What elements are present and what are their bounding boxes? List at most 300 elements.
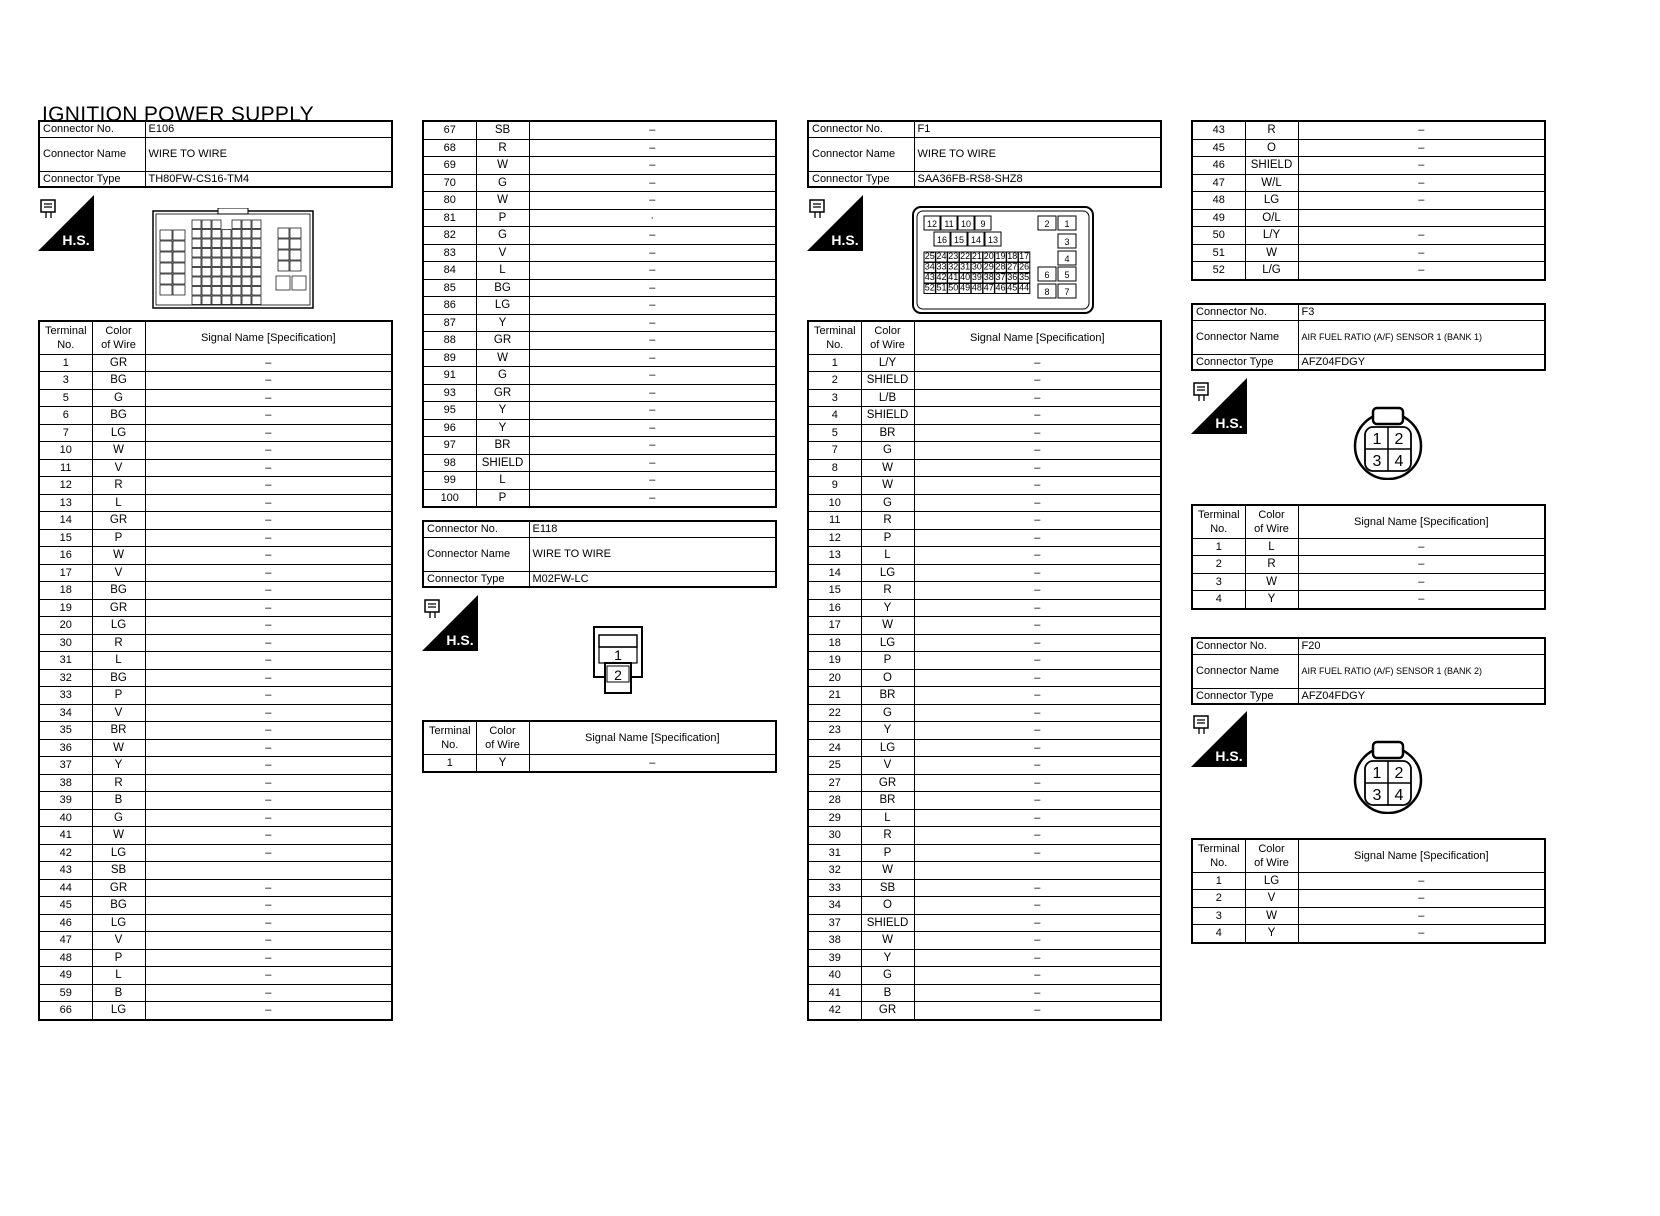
table-row [39,652,392,670]
cavity-cell [222,268,231,277]
cavity-cell [232,230,241,239]
terminal-no-cell: 33 [39,687,92,705]
wire-color-cell: V [92,564,145,582]
wire-color-cell: G [476,227,529,245]
wire-color-cell: G [861,494,914,512]
terminal-no-cell: 3 [1192,573,1245,591]
signal-name-cell: – [529,437,776,455]
terminal-table [807,320,1162,1021]
connector-f3-diagram [1350,404,1426,480]
wire-color-cell: W [92,547,145,565]
pin-label: 1 [1372,765,1382,782]
wire-color-cell: BG [92,669,145,687]
table-row [1192,872,1545,890]
wire-color-cell: V [1245,890,1298,908]
wire-color-cell: P [476,489,529,507]
signal-name-cell: – [145,424,392,442]
pin-label: 35 [1019,272,1030,282]
connector-name-value: WIRE TO WIRE [145,137,392,171]
wire-color-cell: GR [476,384,529,402]
wire-color-cell: L [476,262,529,280]
table-row [808,704,1161,722]
pin-label: 38 [983,272,994,282]
terminal-no-cell: 96 [423,419,476,437]
table-row [39,722,392,740]
table-row [423,419,776,437]
connector-type-value: AFZ04FDGY [1298,354,1545,370]
cavity-cell [252,287,261,296]
wire-color-cell: BG [92,897,145,915]
table-row [808,372,1161,390]
terminal-no-cell: 10 [39,442,92,460]
cavity-cell [222,287,231,296]
wire-color-cell: V [92,459,145,477]
wire-color-cell: O/L [1245,209,1298,227]
wire-color-cell: Y [1245,591,1298,609]
table-row [808,599,1161,617]
signal-name-cell: – [914,687,1161,705]
table-row [39,372,392,390]
signal-name-cell: – [529,279,776,297]
color-of-wire-header: Color of Wire [1245,839,1298,872]
terminal-no-cell: 49 [39,967,92,985]
cavity-cell [192,277,201,286]
pin-label: 8 [1044,287,1050,297]
cavity-cell [212,296,221,305]
table-row [423,314,776,332]
connector-name-label: Connector Name [1192,654,1298,688]
connector-f1-diagram [912,206,1094,314]
wire-color-cell: SHIELD [861,914,914,932]
cavity-cell [212,258,221,267]
cavity-cell [252,268,261,277]
wire-color-cell: B [92,792,145,810]
cavity-cell [173,230,185,240]
connector-e106-section [38,120,393,188]
connector-name-label: Connector Name [39,137,145,171]
terminal-table [38,320,393,1021]
pin-label: 37 [995,272,1006,282]
signal-name-cell: – [145,547,392,565]
wire-color-cell: W [92,827,145,845]
cavity-cell [173,241,185,251]
terminal-no-cell: 100 [423,489,476,507]
pin-label: 32 [948,261,959,272]
terminal-no-cell: 59 [39,984,92,1002]
pin-label: 33 [936,261,947,272]
signal-name-cell: – [1298,890,1545,908]
wire-color-cell: Y [861,599,914,617]
terminal-no-cell: 42 [808,1002,861,1020]
cavity-cell [290,239,301,249]
wire-color-cell: G [92,389,145,407]
signal-name-cell: – [914,529,1161,547]
signal-name-cell: – [914,879,1161,897]
wire-color-cell: V [476,244,529,262]
table-row [808,494,1161,512]
signal-name-cell: – [145,529,392,547]
terminal-no-cell: 7 [808,442,861,460]
cavity-cell [222,296,231,305]
table-row [1192,157,1545,175]
terminal-no-cell: 23 [808,722,861,740]
cavity-cell [252,277,261,286]
e106-terminal-table-wrap [38,320,393,1021]
signal-name-cell: – [529,754,776,772]
table-row [1192,538,1545,556]
signal-name-cell: – [914,634,1161,652]
terminal-no-cell: 70 [423,174,476,192]
signal-name-cell: – [1298,192,1545,210]
cavity-cell [173,263,185,273]
table-row [808,809,1161,827]
pin-label: 21 [971,251,982,261]
table-row [808,967,1161,985]
signal-name-cell: – [914,932,1161,950]
wire-color-cell: SHIELD [861,372,914,390]
wire-color-cell: R [92,477,145,495]
terminal-no-cell: 95 [423,402,476,420]
table-row [808,424,1161,442]
pin-label: 9 [980,219,986,229]
wire-color-cell: GR [476,332,529,350]
terminal-no-cell: 31 [39,652,92,670]
connector-no-label: Connector No. [1192,304,1298,320]
wire-color-cell: W [861,617,914,635]
table-row [1192,139,1545,157]
table-row [808,477,1161,495]
table-row [1192,192,1545,210]
wire-color-cell: G [861,704,914,722]
terminal-no-header: Terminal No. [1192,505,1245,538]
pin-label: 47 [983,282,994,293]
table-row [808,407,1161,425]
wire-color-cell: W [92,739,145,757]
terminal-no-cell: 4 [1192,591,1245,609]
terminal-no-cell: 41 [808,984,861,1002]
terminal-no-cell: 50 [1192,227,1245,245]
terminal-no-cell: 89 [423,349,476,367]
wire-color-cell: B [861,984,914,1002]
page-title: IGNITION POWER SUPPLY [42,103,314,126]
cavity-cell [222,258,231,267]
wire-color-cell: BR [861,687,914,705]
table-row [39,599,392,617]
signal-name-header: Signal Name [Specification] [914,321,1161,354]
table-row [808,442,1161,460]
table-row [39,617,392,635]
signal-name-cell: – [1298,121,1545,139]
connector-no-label: Connector No. [808,121,914,137]
color-of-wire-header: Color of Wire [861,321,914,354]
table-row [39,809,392,827]
pin-label: 2 [1394,765,1404,782]
wire-color-cell: W [476,192,529,210]
signal-name-cell: – [914,407,1161,425]
signal-name-cell: – [529,384,776,402]
cavity-cell [192,249,201,258]
terminal-no-cell: 44 [39,879,92,897]
connector-name-label: Connector Name [1192,320,1298,354]
wire-color-cell: BR [92,722,145,740]
pin-label: 44 [1019,282,1030,293]
signal-name-cell: – [914,897,1161,915]
wire-color-cell: G [861,442,914,460]
terminal-no-cell: 30 [39,634,92,652]
wire-color-cell: LG [861,739,914,757]
table-row [39,844,392,862]
connector-type-value: AFZ04FDGY [1298,688,1545,704]
cavity-cell [160,263,172,273]
table-row [1192,262,1545,280]
connector-type-value: TH80FW-CS16-TM4 [145,171,392,187]
terminal-no-header: Terminal No. [423,721,476,754]
terminal-no-cell: 49 [1192,209,1245,227]
cavity-cell [202,220,211,229]
signal-name-cell: – [914,617,1161,635]
connector-no-label: Connector No. [423,521,529,537]
terminal-no-cell: 66 [39,1002,92,1020]
terminal-no-cell: 38 [808,932,861,950]
terminal-no-cell: 34 [808,897,861,915]
terminal-no-cell: 37 [39,757,92,775]
table-row [1192,573,1545,591]
pin-label: 23 [948,251,959,261]
signal-name-cell: – [145,704,392,722]
terminal-no-cell: 7 [39,424,92,442]
wire-color-cell: W [1245,907,1298,925]
cavity-cell [232,287,241,296]
table-row [423,384,776,402]
cavity-cell [252,296,261,305]
table-row [808,949,1161,967]
signal-name-cell: – [914,442,1161,460]
terminal-table-continued [422,120,777,508]
wire-color-cell: L [92,652,145,670]
table-row [39,879,392,897]
table-row [39,984,392,1002]
signal-name-cell: – [914,494,1161,512]
table-row [1192,925,1545,943]
signal-name-cell: – [529,419,776,437]
cavity-cell [202,249,211,258]
signal-name-header: Signal Name [Specification] [145,321,392,354]
cavity-cell [232,220,241,229]
wire-color-cell: BG [92,407,145,425]
connector-f20-section [1191,637,1546,705]
connector-info-table [1191,303,1546,371]
pin-label: 10 [960,219,972,229]
wire-color-cell: BG [92,582,145,600]
pin-label: 41 [948,272,959,282]
terminal-no-header: Terminal No. [808,321,861,354]
terminal-table [1191,838,1546,944]
wire-color-cell: Y [861,949,914,967]
table-row [1192,890,1545,908]
pin-label: 17 [1019,251,1030,261]
table-row [808,634,1161,652]
signal-name-cell [914,862,1161,880]
table-row [423,297,776,315]
pin-label: 2 [1394,431,1404,448]
terminal-no-cell: 67 [423,121,476,139]
cavity-cell [202,287,211,296]
table-row [39,792,392,810]
f1-terminal-table-continued-wrap [1191,120,1546,281]
wire-color-cell: W [476,157,529,175]
terminal-no-cell: 17 [808,617,861,635]
terminal-no-cell: 1 [1192,872,1245,890]
signal-name-cell: – [529,402,776,420]
terminal-no-cell: 11 [39,459,92,477]
f3-terminal-table-wrap [1191,504,1546,610]
terminal-no-cell: 3 [39,372,92,390]
signal-name-header: Signal Name [Specification] [529,721,776,754]
terminal-no-cell: 1 [1192,538,1245,556]
connector-f20-diagram [1350,738,1426,814]
pin-label: 16 [936,235,948,245]
terminal-no-cell: 42 [39,844,92,862]
wire-color-cell: SHIELD [1245,157,1298,175]
connector-type-value: SAA36FB-RS8-SHZ8 [914,171,1161,187]
signal-name-cell: – [914,354,1161,372]
cavity-cell [202,258,211,267]
signal-name-cell: – [914,984,1161,1002]
signal-name-cell: – [914,669,1161,687]
terminal-no-cell: 97 [423,437,476,455]
connector-e118-diagram [593,626,643,696]
pin-label: 34 [924,261,935,272]
cavity-cell [192,296,201,305]
cavity-cell [212,268,221,277]
table-row [39,757,392,775]
terminal-no-cell: 36 [39,739,92,757]
terminal-no-cell: 14 [808,564,861,582]
signal-name-cell: – [145,442,392,460]
terminal-no-cell: 81 [423,209,476,227]
signal-name-cell: – [145,722,392,740]
table-row [808,862,1161,880]
cavity-cell [278,250,289,260]
table-row [39,424,392,442]
cavity-cell [290,250,301,260]
wire-color-cell: SB [476,121,529,139]
terminal-no-cell: 9 [808,477,861,495]
cavity-cell [222,249,231,258]
signal-name-cell: – [145,582,392,600]
connector-type-label: Connector Type [1192,688,1298,704]
connector-name-label: Connector Name [808,137,914,171]
terminal-no-cell: 43 [39,862,92,880]
pin-label: 1 [1372,431,1382,448]
connector-no-label: Connector No. [1192,638,1298,654]
cavity-cell [212,249,221,258]
terminal-no-cell: 19 [808,652,861,670]
wire-color-cell: LG [92,424,145,442]
wire-color-cell: BR [861,424,914,442]
terminal-no-cell: 37 [808,914,861,932]
cavity-cell [290,261,301,271]
wire-color-cell: R [92,634,145,652]
wire-color-cell: SHIELD [861,407,914,425]
pin-label: 3 [1064,237,1070,247]
pin-label: 22 [960,251,971,261]
table-row [808,687,1161,705]
cavity-cell [160,285,172,295]
terminal-table [422,720,777,773]
table-row [39,862,392,880]
terminal-no-cell: 4 [1192,925,1245,943]
connector-no-value: F20 [1298,638,1545,654]
table-row [808,582,1161,600]
signal-name-cell: – [914,949,1161,967]
pin-label: 12 [926,219,938,229]
terminal-no-cell: 34 [39,704,92,722]
table-row [808,827,1161,845]
wire-color-cell: LG [92,914,145,932]
table-row [39,914,392,932]
signal-name-cell: – [914,914,1161,932]
pin-label: 18 [1007,251,1018,261]
terminal-no-cell: 69 [423,157,476,175]
table-row [39,529,392,547]
terminal-no-cell: 85 [423,279,476,297]
f20-terminal-table-wrap [1191,838,1546,944]
terminal-no-cell: 12 [39,477,92,495]
cavity-cell [160,230,172,240]
signal-name-cell [145,862,392,880]
pin-label: 42 [936,272,947,282]
cavity-cell [202,268,211,277]
terminal-no-cell: 46 [39,914,92,932]
pin-label: 20 [983,251,994,261]
connector-name-label: Connector Name [423,537,529,571]
signal-name-cell: – [145,809,392,827]
table-row [808,529,1161,547]
wire-color-cell: P [92,687,145,705]
terminal-no-cell: 39 [808,949,861,967]
wire-color-cell: Y [92,757,145,775]
wire-color-cell: O [861,897,914,915]
terminal-no-cell: 48 [1192,192,1245,210]
terminal-no-cell: 15 [39,529,92,547]
pin-label: 1 [614,647,622,663]
table-row [39,634,392,652]
signal-name-cell: – [145,372,392,390]
cavity-cell [242,249,251,258]
table-row [423,244,776,262]
terminal-no-cell: 93 [423,384,476,402]
terminal-no-cell: 5 [808,424,861,442]
terminal-no-cell: 32 [39,669,92,687]
terminal-no-cell: 22 [808,704,861,722]
connector-name-value: WIRE TO WIRE [914,137,1161,171]
table-row [1192,244,1545,262]
terminal-no-cell: 48 [39,949,92,967]
table-row [423,139,776,157]
wire-color-cell: V [92,932,145,950]
table-row [1192,121,1545,139]
terminal-no-header: Terminal No. [1192,839,1245,872]
cavity-cell [278,261,289,271]
wire-color-cell: BG [476,279,529,297]
connector-no-label: Connector No. [39,121,145,137]
wire-color-cell: BR [476,437,529,455]
terminal-no-cell: 2 [1192,890,1245,908]
table-row [808,879,1161,897]
terminal-no-cell: 15 [808,582,861,600]
wire-color-cell: P [861,844,914,862]
